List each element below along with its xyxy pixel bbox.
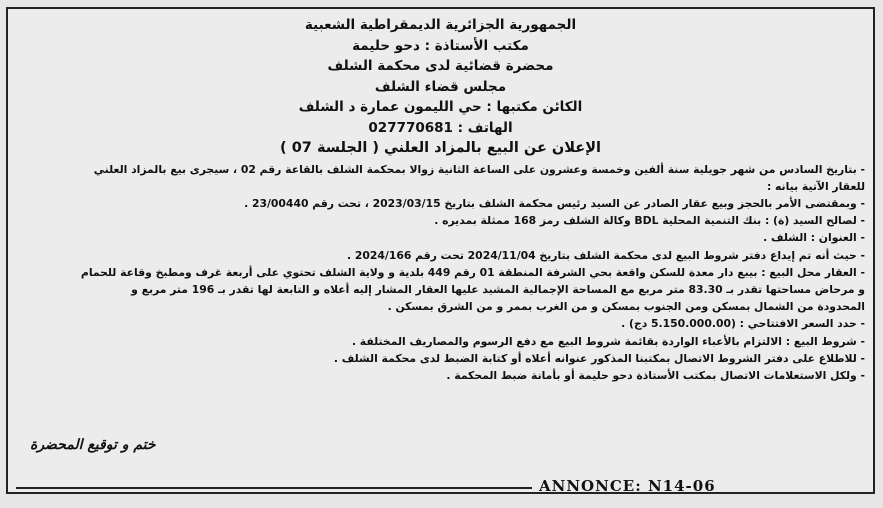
body-line: - شروط البيع : الالتزام بالأعباء الواردة بقائمة شروط البيع مع دفع الرسوم والمصاريف المختلفة . <box>351 334 865 348</box>
announcement-frame <box>6 7 875 494</box>
body-line: - وبمقتضى الأمر بالحجز وبيع عقار الصادر عن السيد رئيس محكمة الشلف بتاريخ 2023/03/15 ، تحت رقم 23/00440 . <box>244 196 865 210</box>
body-line: - للاطلاع على دفتر الشروط الاتصال بمكتبنا المذكور عنوانه أعلاه أو كتابة الضبط لدى محكمة الشلف . <box>333 351 865 365</box>
body-line: - لصالح السيد (ة) : بنك التنمية المحلية BDL وكالة الشلف رمز 168 ممثلة بمديره . <box>434 214 865 228</box>
body-line: - حيث أنه تم إيداع دفتر شروط البيع لدى محكمة الشلف بتاريخ 2024/11/04 تحت رقم 2024/166 . <box>346 248 865 262</box>
announcement-title: الإعلان عن البيع بالمزاد العلني ( الجلسة 07 ) <box>280 140 601 156</box>
office-name: مكتب الأستاذة : دحو حليمة <box>352 37 529 54</box>
body-line: - العقار محل البيع : بيبع دار معدة للسكن واقعة بحي الشرفة المنطقة 01 رقم 449 بلدية و ولاية الشلف تحتوي على أربعة غرف ومطبخ وقاعة للحمام <box>80 265 865 279</box>
republic-title: الجمهورية الجزائرية الديمقراطية الشعبية <box>304 17 577 33</box>
court-council: مجلس قضاء الشلف <box>374 78 507 95</box>
body-line: - العنوان : الشلف . <box>763 231 865 245</box>
announcement-header <box>8 15 873 159</box>
body-line: - حدد السعر الافتتاحي : (5.150.000.00 دج) . <box>621 317 865 331</box>
office-phone: الهاتف : 027770681 <box>368 119 513 136</box>
body-line: و مرحاض مساحتها تقدر بـ 83.30 متر مربع مع المساحة الإجمالية المشيد عليها العقار المشار إليه أعلاه و التابعة لها تقدر بـ 196 متر مربع و <box>131 282 865 296</box>
signature-label: ختم و توقيع المحضرة <box>30 437 156 453</box>
body-line: - ولكل الاستعلامات الاتصال بمكتب الأستاذة دحو حليمة أو بأمانة ضبط المحكمة . <box>446 368 865 382</box>
bailiff-court: محضرة قضائية لدى محكمة الشلف <box>327 58 554 74</box>
body-line: - بتاريخ السادس من شهر جويلية سنة ألفين وخمسة وعشرون على الساعة الثانية زوالا بمحكمة الشلف بالقاعة رقم 02 ، سيجرى بيع بالمزاد العلني <box>93 162 865 176</box>
office-address: الكائن مكتبها : حي الليمون عمارة د الشلف <box>298 99 583 115</box>
annonce-number: ANNONCE: N14-06 <box>539 477 716 494</box>
announcement-body <box>16 161 865 385</box>
body-line: المحدودة من الشمال بمسكن ومن الجنوب بمسكن و من الغرب بممر و من الشرق بمسكن . <box>387 300 865 314</box>
body-line: للعقار الآتية بيانه : <box>766 179 865 193</box>
annonce-divider <box>16 487 532 489</box>
